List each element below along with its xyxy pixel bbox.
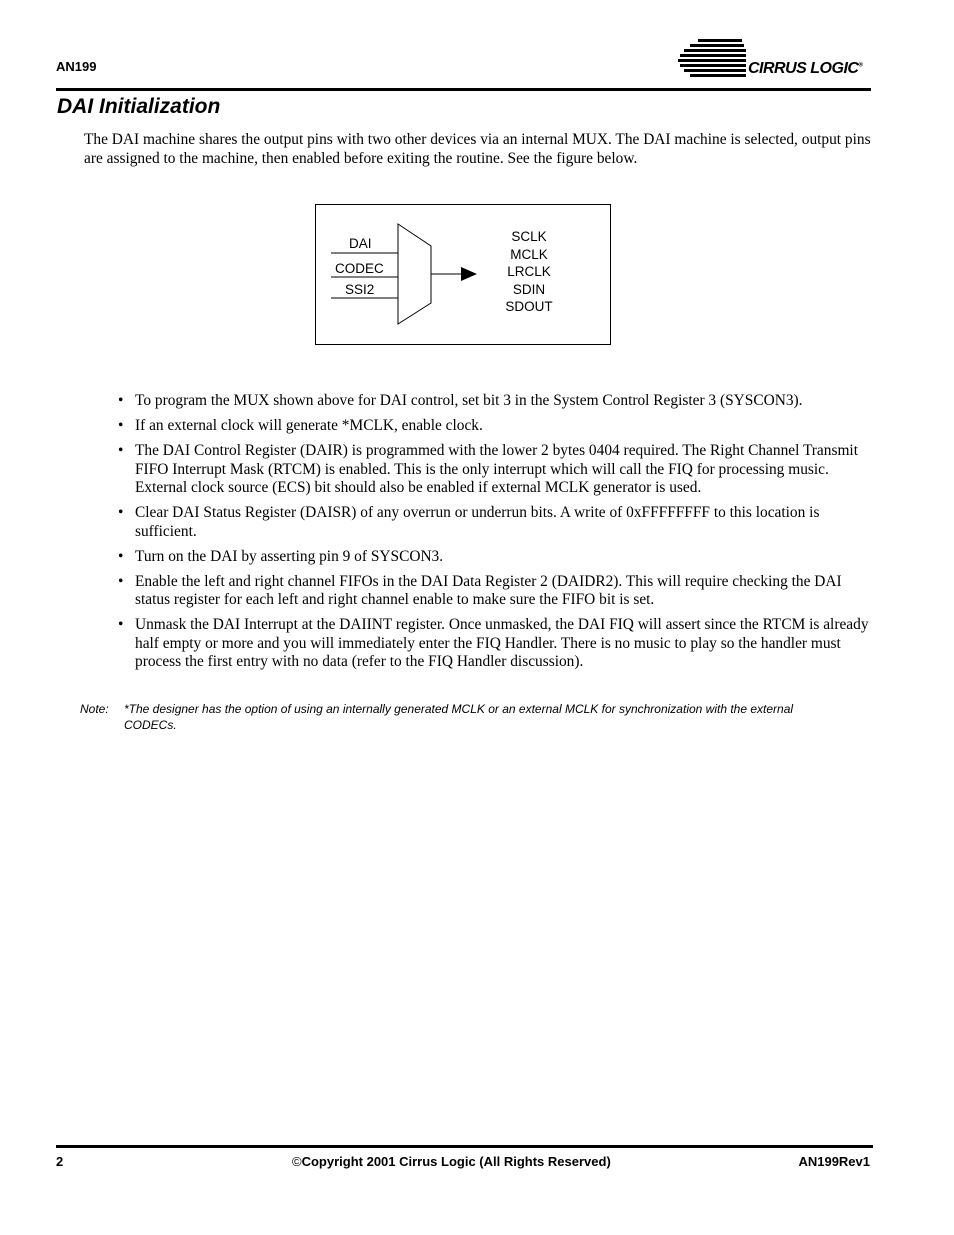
mux-figure (315, 204, 611, 345)
note-label: Note: (80, 702, 109, 716)
list-item: • Clear DAI Status Register (DAISR) of any overrun or underrun bits. A write of 0xFFFFFFFF to this location is sufficient. (118, 504, 870, 541)
copyright-text: Copyright 2001 Cirrus Logic (All Rights Reserved) (301, 1154, 611, 1169)
output-label-sdin: SDIN (512, 281, 546, 297)
output-labels (499, 228, 559, 316)
page-number: 2 (56, 1154, 64, 1169)
cirrus-logic-logo (676, 38, 872, 82)
input-label-ssi2: SSI2 (345, 282, 375, 297)
copyright-notice (292, 1154, 611, 1169)
list-item: • If an external clock will generate *MCLK, enable clock. (118, 417, 870, 436)
list-item: • Enable the left and right channel FIFOs in the DAI Data Register 2 (DAIDR2). This will require checking the DAI status register for each left and right channel enable to make sure the FIFO bit is set. (118, 573, 870, 610)
output-label-lrclk: LRCLK (507, 264, 551, 279)
note-text: *The designer has the option of using an internally generated MCLK or an external MCLK for synchronization with the external CODECs. (124, 702, 794, 732)
logo-wordmark: CIRRUS LOGIC® (748, 60, 863, 77)
input-label-dai: DAI (349, 236, 372, 251)
output-label-mclk: MCLK (510, 246, 548, 262)
header-rule (56, 88, 871, 91)
list-item: • To program the MUX shown above for DAI control, set bit 3 in the System Control Register 3 (SYSCON3). (118, 392, 870, 411)
copyright-symbol: © (292, 1154, 302, 1169)
list-item: • Unmask the DAI Interrupt at the DAIINT register. Once unmasked, the DAI FIQ will assert since the RTCM is already half empty or more and you will immediately enter the FIQ Handler. There is no music to play so the handler must process the first entry with no data (refer to the FIQ Handler discussion). (118, 616, 870, 672)
section-title: DAI Initialization (57, 95, 221, 118)
input-label-codec: CODEC (335, 261, 384, 276)
arrow-head-icon (461, 267, 477, 281)
output-label-sdout: SDOUT (505, 299, 553, 314)
list-item: • Turn on the DAI by asserting pin 9 of SYSCON3. (118, 548, 870, 567)
intro-paragraph: The DAI machine shares the output pins with two other devices via an internal MUX. The DAI machine is selected, output pins are assigned to the machine, then enabled before exiting the routine. See the figure below. (84, 131, 871, 167)
mux-trapezoid (398, 224, 431, 324)
logo-swoosh-icon (676, 38, 756, 82)
output-label-sclk: SCLK (511, 229, 547, 244)
revision-label: AN199Rev1 (798, 1154, 870, 1169)
footer-rule (56, 1145, 873, 1148)
bullet-list (118, 392, 870, 678)
list-item: • The DAI Control Register (DAIR) is programmed with the lower 2 bytes 0404 required. The Right Channel Transmit FIFO Interrupt Mask (RTCM) is enabled. This is the only interrupt which will call the FIQ for processing music. External clock source (ECS) bit should also be enabled if external MCLK generator is used. (118, 442, 870, 498)
document-id: AN199 (56, 59, 97, 74)
